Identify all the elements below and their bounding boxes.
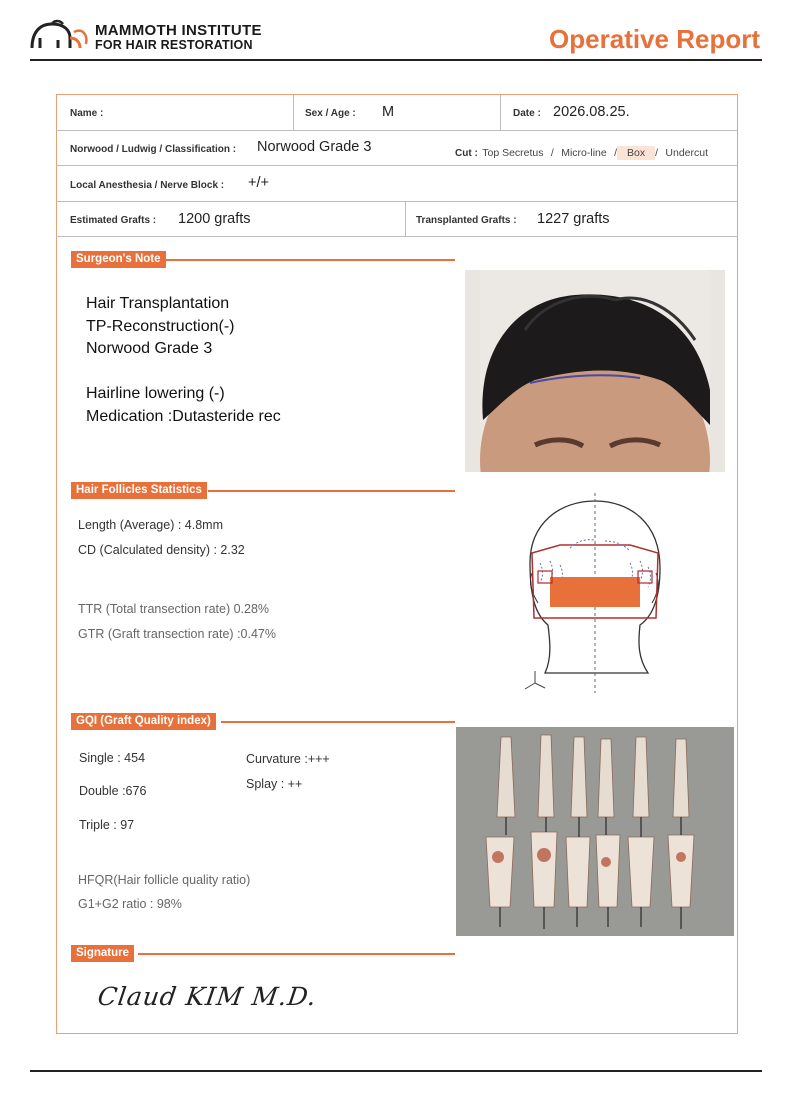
bottom-divider (30, 1070, 762, 1072)
sex-age-label: Sex / Age : (305, 108, 356, 119)
classification-value: Norwood Grade 3 (257, 139, 372, 155)
date-label: Date : (513, 108, 541, 119)
patient-hairline-photo (465, 270, 725, 472)
signature-heading: Signature (71, 945, 134, 962)
gqi-splay: Splay : ++ (246, 777, 303, 791)
row-divider (56, 130, 738, 131)
note-line: Hair Transplantation (86, 295, 230, 312)
section-rule (165, 259, 455, 261)
sex-age-value: M (382, 104, 395, 120)
top-divider (30, 59, 762, 61)
gqi-double: Double :676 (79, 784, 147, 798)
signature-value: Claud KIM M.D. (95, 982, 319, 1011)
divider (500, 95, 501, 130)
hfqr-label: HFQR(Hair follicle quality ratio) (78, 873, 251, 887)
section-rule (138, 953, 455, 955)
gqi-heading: GQI (Graft Quality index) (71, 713, 216, 730)
org-name-line1: MAMMOTH INSTITUTE (95, 22, 262, 39)
date-value: 2026.08.25. (553, 104, 630, 120)
transplanted-grafts-label: Transplanted Grafts : (416, 215, 517, 226)
gqi-single: Single : 454 (79, 751, 146, 765)
org-name-line2: FOR HAIR RESTORATION (95, 38, 253, 52)
row-divider (56, 236, 738, 237)
estimated-grafts-label: Estimated Grafts : (70, 215, 157, 226)
name-label: Name : (70, 108, 104, 119)
transplanted-grafts-value: 1227 grafts (537, 211, 610, 227)
cut-option-micro-line: Micro-line (561, 147, 607, 159)
cut-option-box-selected: Box (617, 146, 655, 160)
row-divider (56, 165, 738, 166)
cut-options: Cut : Top Secretus / Micro-line / Box / Undercut (455, 147, 709, 159)
gqi-triple: Triple : 97 (79, 818, 135, 832)
note-line: Hairline lowering (-) (86, 385, 225, 402)
gqi-curvature: Curvature :+++ (246, 752, 330, 766)
g1g2-ratio: G1+G2 ratio : 98% (78, 897, 182, 911)
section-rule (221, 721, 455, 723)
note-line: TP-Reconstruction(-) (86, 317, 235, 335)
length-average: Length (Average) : 4.8mm (78, 518, 223, 532)
note-line: Medication :Dutasteride rec (86, 407, 281, 425)
cut-option-undercut: Undercut (665, 147, 709, 159)
cut-option-top-secretus: Top Secretus (482, 147, 544, 159)
elephant-logo-icon (30, 18, 92, 52)
surgeon-note-heading: Surgeon's Note (71, 251, 166, 268)
anesthesia-value: +/+ (248, 175, 269, 191)
row-divider (56, 201, 738, 202)
estimated-grafts-value: 1200 grafts (178, 211, 251, 227)
report-title: Operative Report (549, 24, 760, 54)
graft-samples-photo (456, 727, 734, 936)
calculated-density: CD (Calculated density) : 2.32 (78, 543, 245, 557)
divider (293, 95, 294, 130)
anesthesia-label: Local Anesthesia / Nerve Block : (70, 180, 225, 191)
classification-label: Norwood / Ludwig / Classification : (70, 144, 237, 155)
divider (405, 201, 406, 236)
follicle-stats-heading: Hair Follicles Statistics (71, 482, 207, 499)
note-line: Norwood Grade 3 (86, 340, 213, 357)
surgeon-note-text (86, 293, 281, 428)
total-transection-rate: TTR (Total transection rate) 0.28% (78, 602, 270, 616)
graft-transection-rate: GTR (Graft transection rate) :0.47% (78, 627, 276, 641)
cut-label: Cut : (455, 148, 478, 159)
head-donor-area-diagram (510, 493, 675, 698)
section-rule (208, 490, 455, 492)
